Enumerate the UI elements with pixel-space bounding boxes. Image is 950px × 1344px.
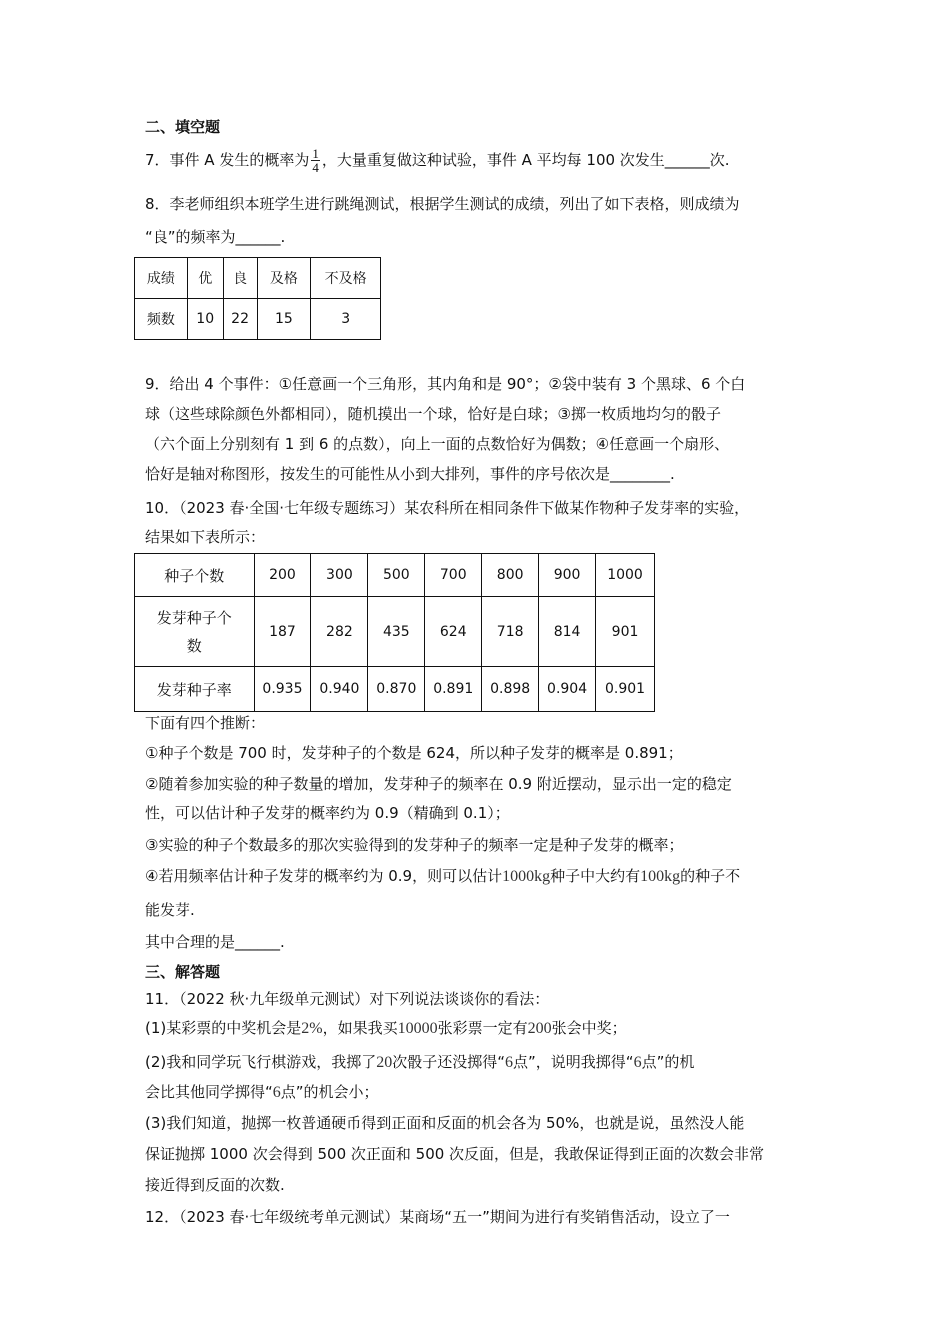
table-row: 成绩 优 良 及格 不及格	[135, 258, 381, 299]
table-row: 发芽种子率 0.935 0.940 0.870 0.891 0.898 0.904 0.901	[135, 667, 655, 712]
table-row: 发芽种子个 数 187 282 435 624 718 814 901	[135, 597, 655, 667]
question-9-line-1: 9．给出 4 个事件：①任意画一个三角形，其内角和是 90°；②袋中装有 3 个黑球、6 个白	[145, 375, 746, 393]
inference-4-line-1: ④若用频率估计种子发芽的概率约为 0.9，则可以估计1000kg种子中大约有100kg的种子不	[145, 867, 741, 885]
question-12-line-1: 12．（2023 春·七年级统考单元测试）某商场“五一”期间为进行有奖销售活动，设立了一	[145, 1208, 730, 1226]
question-10-line-1: 10．（2023 春·全国·七年级专题练习）某农科所在相同条件下做某作物种子发芽率的实验，	[145, 499, 750, 517]
question-9-line-4: 恰好是轴对称图形，按发生的可能性从小到大排列，事件的序号依次是________.	[145, 465, 675, 483]
question-11-part-3-line-2: 保证抛掷 1000 次会得到 500 次正面和 500 次反面，但是，我敢保证得到正面的次数会非常	[145, 1145, 765, 1163]
question-11-part-2-line-2: 会比其他同学掷得“6点”的机会小；	[145, 1083, 379, 1101]
question-11-part-3-line-3: 接近得到反面的次数.	[145, 1176, 285, 1194]
seed-germination-table	[134, 553, 655, 712]
inference-2-line-2: 性，可以估计种子发芽的概率约为 0.9（精确到 0.1）；	[145, 804, 510, 822]
question-8-line-1: 8．李老师组织本班学生进行跳绳测试，根据学生测试的成绩，列出了如下表格，则成绩为	[145, 195, 740, 213]
inference-3: ③实验的种子个数最多的那次实验得到的发芽种子的频率一定是种子发芽的概率；	[145, 836, 684, 854]
table-row: 频数 10 22 15 3	[135, 299, 381, 340]
question-10-answer: 其中合理的是______.	[145, 933, 285, 951]
inference-4-line-2: 能发芽.	[145, 901, 195, 919]
question-10-intro: 下面有四个推断：	[145, 714, 266, 732]
question-11-part-1: (1)某彩票的中奖机会是2%，如果我买10000张彩票一定有200张会中奖；	[145, 1019, 627, 1037]
question-10-line-2: 结果如下表所示：	[145, 528, 266, 546]
question-7: 7．事件 A 发生的概率为 $\frac{1}{4}$ ，大量重复做这种试验，事件 A 平均每 100 次发生______次.	[145, 146, 730, 175]
question-11-part-2-line-1: (2)我和同学玩飞行棋游戏，我掷了20次骰子还没掷得“6点”，说明我掷得“6点”的机	[145, 1053, 695, 1071]
question-9-line-3: （六个面上分别刻有 1 到 6 的点数），向上一面的点数恰好为偶数；④任意画一个扇形、	[145, 435, 730, 453]
question-9-line-2: 球（这些球除颜色外都相同），随机摸出一个球，恰好是白球；③掷一枚质地均匀的骰子	[145, 405, 721, 423]
section-fill-in-title: 二、填空题	[145, 118, 221, 136]
table-row: 种子个数 200 300 500 700 800 900 1000	[135, 554, 655, 597]
question-11-head: 11．（2022 秋·九年级单元测试）对下列说法谈谈你的看法：	[145, 990, 550, 1008]
grade-frequency-table	[134, 257, 381, 340]
question-8-line-2: “良”的频率为______.	[145, 228, 286, 246]
inference-1: ①种子个数是 700 时，发芽种子的个数是 624，所以种子发芽的概率是 0.891；	[145, 744, 683, 762]
question-11-part-3-line-1: (3)我们知道，抛掷一枚普通硬币得到正面和反面的机会各为 50%，也就是说，虽然没人能	[145, 1114, 745, 1132]
inference-2-line-1: ②随着参加实验的种子数量的增加，发芽种子的频率在 0.9 附近摆动，显示出一定的稳定	[145, 775, 732, 793]
section-solution-title: 三、解答题	[145, 963, 221, 981]
fraction-one-quarter: $\frac{1}{4}$	[312, 146, 319, 175]
